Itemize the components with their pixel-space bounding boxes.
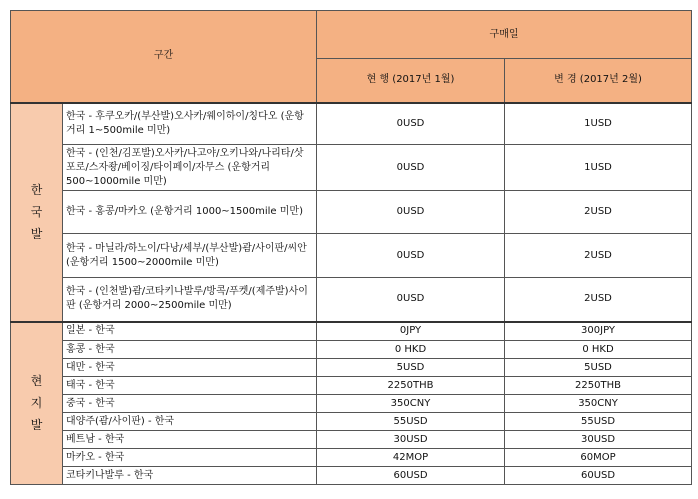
changed-fee-cell: 2USD bbox=[505, 234, 692, 278]
changed-fee-cell: 5USD bbox=[505, 359, 692, 377]
fee-table-container bbox=[10, 10, 691, 488]
changed-fee-cell: 30USD bbox=[505, 431, 692, 449]
current-fee-cell: 350CNY bbox=[317, 395, 505, 413]
current-fee-cell: 2250THB bbox=[317, 377, 505, 395]
purchase-date-header: 구매일 bbox=[317, 11, 692, 59]
route-cell: 한국 - (인천발)괌/코타키나발루/방콕/푸켓/(제주발)사이판 (운항거리 2000~2500mile 미만) bbox=[63, 278, 317, 322]
route-cell: 마카오 - 한국 bbox=[63, 449, 317, 467]
current-fee-cell: 60USD bbox=[317, 467, 505, 485]
current-fee-cell: 30USD bbox=[317, 431, 505, 449]
route-cell: 중국 - 한국 bbox=[63, 395, 317, 413]
changed-fee-cell: 1USD bbox=[505, 145, 692, 191]
changed-fee-cell: 2USD bbox=[505, 278, 692, 322]
route-cell: 대양주(괌/사이판) - 한국 bbox=[63, 413, 317, 431]
table-row bbox=[11, 191, 692, 234]
table-row bbox=[11, 278, 692, 322]
route-cell: 한국 - 홍콩/마카오 (운항거리 1000~1500mile 미만) bbox=[63, 191, 317, 234]
current-fee-cell: 5USD bbox=[317, 359, 505, 377]
changed-fee-cell: 2USD bbox=[505, 191, 692, 234]
route-cell: 베트남 - 한국 bbox=[63, 431, 317, 449]
changed-fee-cell: 1USD bbox=[505, 103, 692, 145]
fee-table bbox=[10, 10, 692, 485]
current-fee-cell: 0USD bbox=[317, 278, 505, 322]
table-row bbox=[11, 431, 692, 449]
changed-period-header: 변 경 (2017년 2월) bbox=[505, 59, 692, 103]
changed-fee-cell: 0 HKD bbox=[505, 341, 692, 359]
current-fee-cell: 0USD bbox=[317, 234, 505, 278]
group-label-text: 현지발 bbox=[30, 374, 43, 433]
current-fee-cell: 0JPY bbox=[317, 322, 505, 341]
table-row bbox=[11, 413, 692, 431]
table-row bbox=[11, 395, 692, 413]
route-cell: 코타키나발루 - 한국 bbox=[63, 467, 317, 485]
route-cell: 홍콩 - 한국 bbox=[63, 341, 317, 359]
changed-fee-cell: 60MOP bbox=[505, 449, 692, 467]
table-row bbox=[11, 449, 692, 467]
table-row bbox=[11, 145, 692, 191]
table-row bbox=[11, 377, 692, 395]
current-fee-cell: 55USD bbox=[317, 413, 505, 431]
route-cell: 일본 - 한국 bbox=[63, 322, 317, 341]
route-cell: 대만 - 한국 bbox=[63, 359, 317, 377]
current-fee-cell: 0 HKD bbox=[317, 341, 505, 359]
current-fee-cell: 0USD bbox=[317, 145, 505, 191]
section-header: 구간 bbox=[11, 11, 317, 103]
changed-fee-cell: 300JPY bbox=[505, 322, 692, 341]
table-row bbox=[11, 341, 692, 359]
group-label-korea-departure bbox=[11, 103, 63, 322]
route-cell: 한국 - 후쿠오카/(부산발)오사카/웨이하이/칭다오 (운항거리 1~500mile 미만) bbox=[63, 103, 317, 145]
current-fee-cell: 42MOP bbox=[317, 449, 505, 467]
current-fee-cell: 0USD bbox=[317, 103, 505, 145]
group-label-text: 한국발 bbox=[30, 183, 43, 241]
changed-fee-cell: 60USD bbox=[505, 467, 692, 485]
changed-fee-cell: 2250THB bbox=[505, 377, 692, 395]
current-fee-cell: 0USD bbox=[317, 191, 505, 234]
route-cell: 한국 - (인천/김포발)오사카/나고야/오키나와/나리타/삿포로/스자좡/베이징/타이페이/자무스 (운항거리 500~1000mile 미만) bbox=[63, 145, 317, 191]
table-row bbox=[11, 103, 692, 145]
route-cell: 태국 - 한국 bbox=[63, 377, 317, 395]
changed-fee-cell: 55USD bbox=[505, 413, 692, 431]
current-period-header: 현 행 (2017년 1월) bbox=[317, 59, 505, 103]
table-row bbox=[11, 234, 692, 278]
changed-fee-cell: 350CNY bbox=[505, 395, 692, 413]
route-cell: 한국 - 마닐라/하노이/다낭/세부/(부산발)괌/사이판/씨안 (운항거리 1500~2000mile 미만) bbox=[63, 234, 317, 278]
group-label-local-departure bbox=[11, 322, 63, 485]
header-row-1 bbox=[11, 11, 692, 59]
table-row bbox=[11, 322, 692, 341]
table-row bbox=[11, 467, 692, 485]
table-row bbox=[11, 359, 692, 377]
